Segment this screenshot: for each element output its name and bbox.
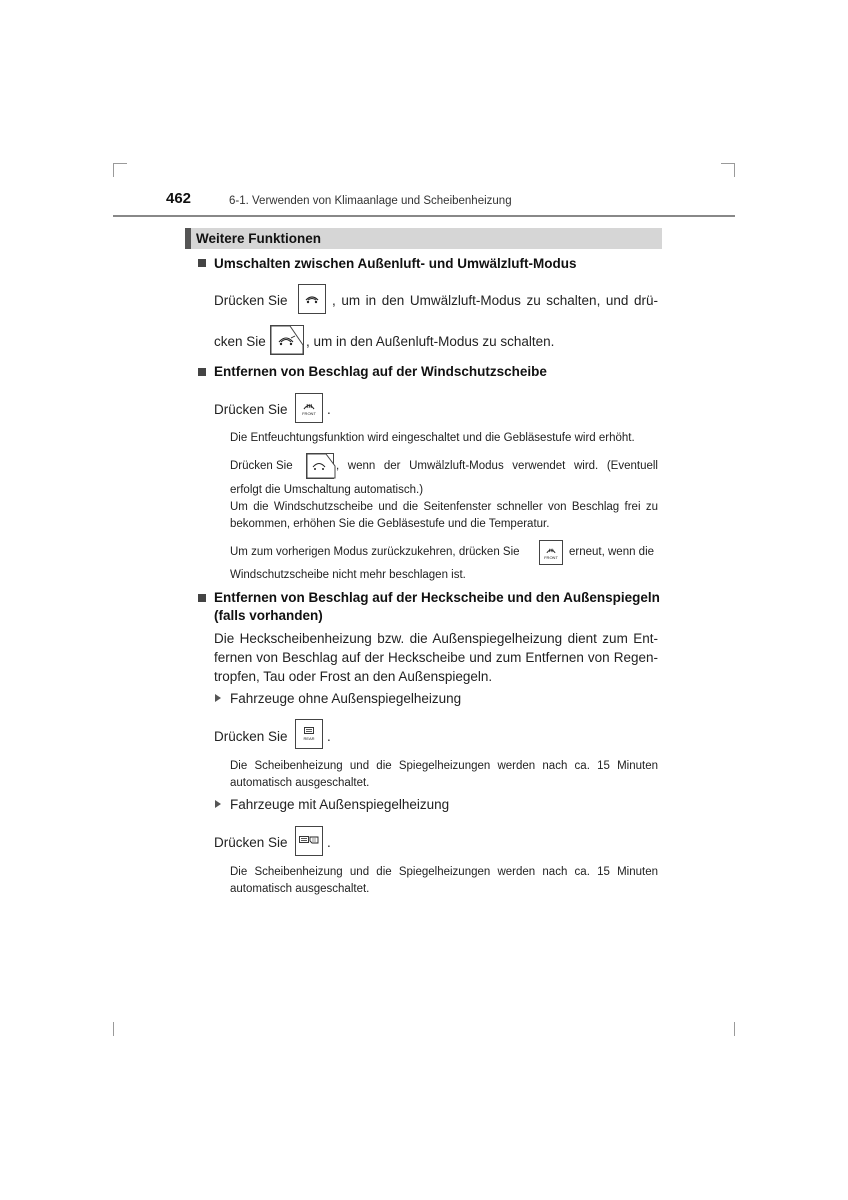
crop-mark — [734, 163, 735, 177]
rear-paragraph — [214, 629, 658, 648]
period: . — [327, 729, 331, 744]
rear-subheading: Fahrzeuge mit Außenspiegelheizung — [230, 797, 450, 812]
rear-subheading: Fahrzeuge ohne Außenspiegelheizung — [230, 691, 462, 706]
bullet-square — [198, 259, 206, 267]
recirculation-button-small[interactable] — [306, 453, 334, 479]
front-defroster-button[interactable] — [295, 393, 323, 423]
rear-note — [230, 864, 658, 881]
running-head: 6-1. Verwenden von Klimaanlage und Scheibenheizung — [229, 195, 512, 207]
rear-paragraph-line: fernen von Beschlag auf der Heckscheibe und zum Entfernen von Regen- — [214, 650, 658, 665]
windshield-note: erneut, wenn die — [569, 546, 655, 558]
rear-text: Drücken Sie — [214, 835, 288, 850]
triangle-bullet — [215, 694, 221, 702]
windshield-note: bekommen, erhöhen Sie die Gebläsestufe und die Temperatur. — [230, 518, 550, 530]
recirc-text: , um in den Außenluft-Modus zu schalten. — [306, 334, 555, 349]
page-number: 462 — [166, 190, 192, 207]
recirc-text — [332, 291, 658, 310]
front-caption: FRONT — [544, 554, 558, 560]
rear-text: Drücken Sie — [214, 729, 288, 744]
crop-mark — [734, 1022, 735, 1036]
recirculation-button[interactable] — [298, 284, 326, 314]
period: . — [327, 835, 331, 850]
rear-note-line: Die Scheibenheizung und die Spiegelheizungen werden nach ca. 15 Minuten — [230, 760, 658, 772]
windshield-note-line: Um die Windschutzscheibe und die Seitenfenster schneller von Beschlag frei zu — [230, 501, 658, 513]
triangle-bullet — [215, 800, 221, 808]
rear-note — [230, 758, 658, 775]
bullet-square — [198, 368, 206, 376]
rear-mirror-defroster-icon — [299, 836, 319, 846]
front-caption: FRONT — [302, 410, 316, 416]
crop-mark — [113, 163, 114, 177]
rear-paragraph — [214, 648, 658, 667]
rear-paragraph-line: Die Heckscheibenheizung bzw. die Außenspiegelheizung dient zum Ent- — [214, 631, 658, 646]
rear-mirror-defroster-button[interactable] — [295, 826, 323, 856]
windshield-note: Drücken Sie — [230, 460, 293, 472]
heading-rear: Entfernen von Beschlag auf der Heckscheibe und den Außenspiegeln — [214, 590, 660, 605]
rear-note: automatisch ausgeschaltet. — [230, 883, 370, 895]
front-defroster-icon — [303, 401, 315, 410]
windshield-note — [336, 458, 658, 475]
rear-paragraph: tropfen, Tau oder Frost an den Außenspiegeln. — [214, 669, 493, 684]
rear-note: automatisch ausgeschaltet. — [230, 777, 370, 789]
heading-windshield: Entfernen von Beschlag auf der Windschutzscheibe — [214, 364, 547, 379]
section-title: Weitere Funktionen — [196, 231, 322, 246]
bullet-square — [198, 594, 206, 602]
recirc-line: , um in den Umwälzluft-Modus zu schalten, und drü- — [332, 293, 658, 308]
recirc-text: Drücken Sie — [214, 293, 288, 308]
crop-mark — [113, 163, 127, 164]
period: . — [327, 402, 331, 417]
rear-note-line: Die Scheibenheizung und die Spiegelheizungen werden nach ca. 15 Minuten — [230, 866, 658, 878]
recirc-text: cken Sie — [214, 334, 266, 349]
windshield-note — [230, 499, 658, 516]
heading-rear: (falls vorhanden) — [214, 608, 323, 623]
rear-defroster-icon — [304, 727, 314, 735]
windshield-note-line: , wenn der Umwälzluft-Modus verwendet wird. (Eventuell — [336, 460, 658, 472]
windshield-note: Die Entfeuchtungsfunktion wird eingeschaltet und die Gebläsestufe wird erhöht. — [230, 432, 635, 444]
crop-mark — [721, 163, 735, 164]
header-rule — [113, 215, 735, 217]
windshield-note: erfolgt die Umschaltung automatisch.) — [230, 484, 424, 496]
front-defroster-icon — [546, 546, 556, 554]
outside-air-icon — [306, 453, 340, 479]
rear-caption: REAR — [303, 736, 315, 741]
front-defroster-button-small[interactable] — [539, 540, 563, 565]
windshield-note: Windschutzscheibe nicht mehr beschlagen ist. — [230, 569, 466, 581]
windshield-note: Um zum vorherigen Modus zurückzukehren, drücken Sie — [230, 546, 520, 558]
crop-mark — [113, 1022, 114, 1036]
outside-air-button[interactable] — [270, 325, 304, 355]
rear-defroster-button[interactable] — [295, 719, 323, 749]
outside-air-icon — [270, 325, 304, 355]
heading-recirculation: Umschalten zwischen Außenluft- und Umwälzluft-Modus — [214, 256, 577, 271]
recirculation-icon — [304, 294, 320, 304]
windshield-text: Drücken Sie — [214, 402, 288, 417]
